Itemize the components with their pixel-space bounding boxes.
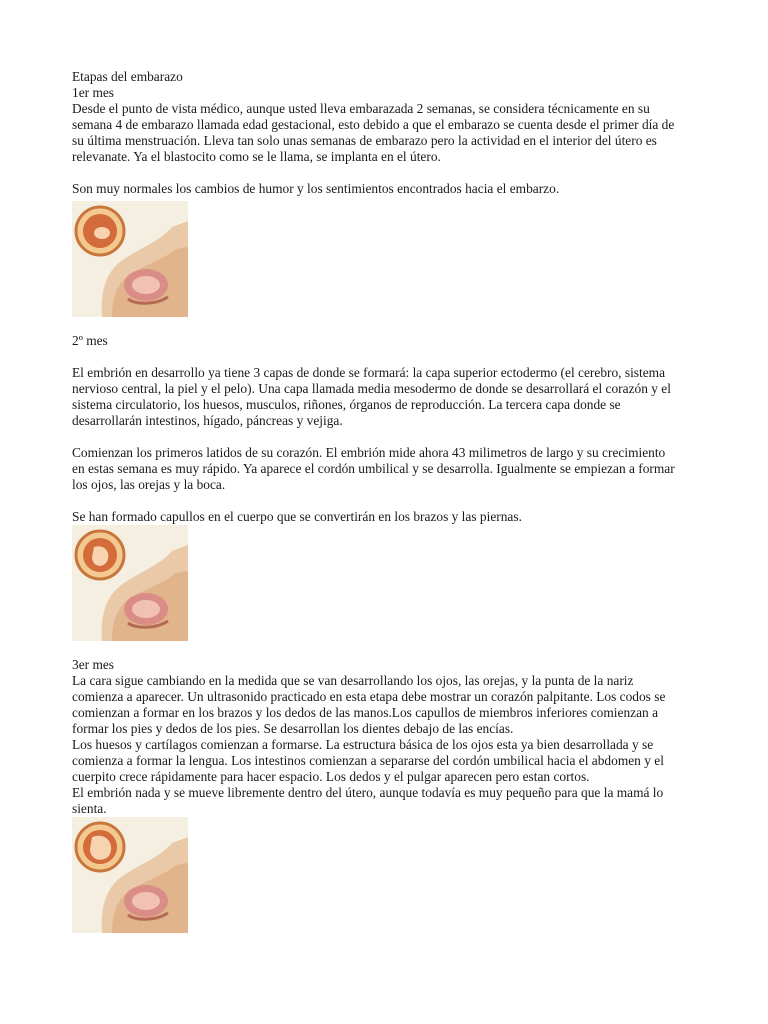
text-line: comienza a formar la lengua. Los intestinos comienzan a separarse del cordón umbilical hacia el abdomen y el bbox=[72, 753, 664, 768]
month3-paragraph bbox=[72, 673, 712, 817]
text-line: semana 4 de embarazo llamada edad gestacional, esto debido a que el embarazo se cuenta desde el primer día de bbox=[72, 117, 675, 132]
month2-heading: 2º mes bbox=[72, 333, 108, 348]
text-line: sistema circulatorio, los huesos, musculos, riñones, órganos de reproducción. La tercera capa donde se bbox=[72, 397, 621, 412]
month2-pregnancy-illustration bbox=[72, 525, 188, 641]
text-line: relevanate. Ya el blastocito como se le llama, se implanta en el útero. bbox=[72, 149, 441, 164]
text-line: cuerpito crece rápidamente para hacer espacio. Los dedos y el pulgar aparecen pero estan cortos. bbox=[72, 769, 590, 784]
text-line: en estas semana es muy rápido. Ya aparece el cordón umbilical y se desarrolla. Igualmente se empiezan a formar bbox=[72, 461, 675, 476]
text-line: comienza a aparecer. Un ultrasonido practicado en esta etapa debe mostrar un corazón palpitante. Los codos se bbox=[72, 689, 666, 704]
month3-heading: 3er mes bbox=[72, 657, 115, 672]
document-title: Etapas del embarazo bbox=[72, 69, 183, 84]
month1-paragraph-2: Son muy normales los cambios de humor y los sentimientos encontrados hacia el embarzo. bbox=[72, 181, 560, 196]
text-line: desarrollarán intestinos, hígado, páncreas y vejiga. bbox=[72, 413, 343, 428]
document-page bbox=[72, 69, 712, 933]
month3-pregnancy-illustration bbox=[72, 817, 188, 933]
text-line: La cara sigue cambiando en la medida que se van desarrollando los ojos, las orejas, y la punta de la nariz bbox=[72, 673, 634, 688]
text-line: sienta. bbox=[72, 801, 107, 816]
text-line: nervioso central, la piel y el pelo). Una capa llamada media mesodermo de donde se desarrollará el corazón y el bbox=[72, 381, 671, 396]
text-line: Comienzan los primeros latidos de su corazón. El embrión mide ahora 43 milimetros de largo y su crecimiento bbox=[72, 445, 666, 460]
month2-paragraph-3: Se han formado capullos en el cuerpo que se convertirán en los brazos y las piernas. bbox=[72, 509, 522, 524]
text-line: formar los pies y dedos de los pies. Se desarrollan los dientes debajo de las encías. bbox=[72, 721, 514, 736]
text-line: comienzan a formar en los brazos y los dedos de las manos.Los capullos de miembros inferiores comienzan a bbox=[72, 705, 659, 720]
text-line: Los huesos y cartílagos comienzan a formarse. La estructura básica de los ojos esta ya bien desarrollada y se bbox=[72, 737, 654, 752]
text-line: Desde el punto de vista médico, aunque usted lleva embarazada 2 semanas, se considera técnicamente en su bbox=[72, 101, 650, 116]
text-line: El embrión en desarrollo ya tiene 3 capas de donde se formará: la capa superior ectodermo (el cerebro, sistema bbox=[72, 365, 666, 380]
month1-pregnancy-illustration bbox=[72, 201, 188, 317]
text-line: los ojos, las orejas y la boca. bbox=[72, 477, 226, 492]
month2-paragraph-1 bbox=[72, 365, 712, 429]
month1-heading: 1er mes bbox=[72, 85, 115, 100]
text-line: su última menstruación. Lleva tan solo unas semanas de embarazo pero la actividad en el interior del útero es bbox=[72, 133, 657, 148]
text-line: El embrión nada y se mueve libremente dentro del útero, aunque todavía es muy pequeño para que la mamá lo bbox=[72, 785, 664, 800]
month1-paragraph-1 bbox=[72, 101, 712, 165]
month2-paragraph-2 bbox=[72, 445, 712, 493]
